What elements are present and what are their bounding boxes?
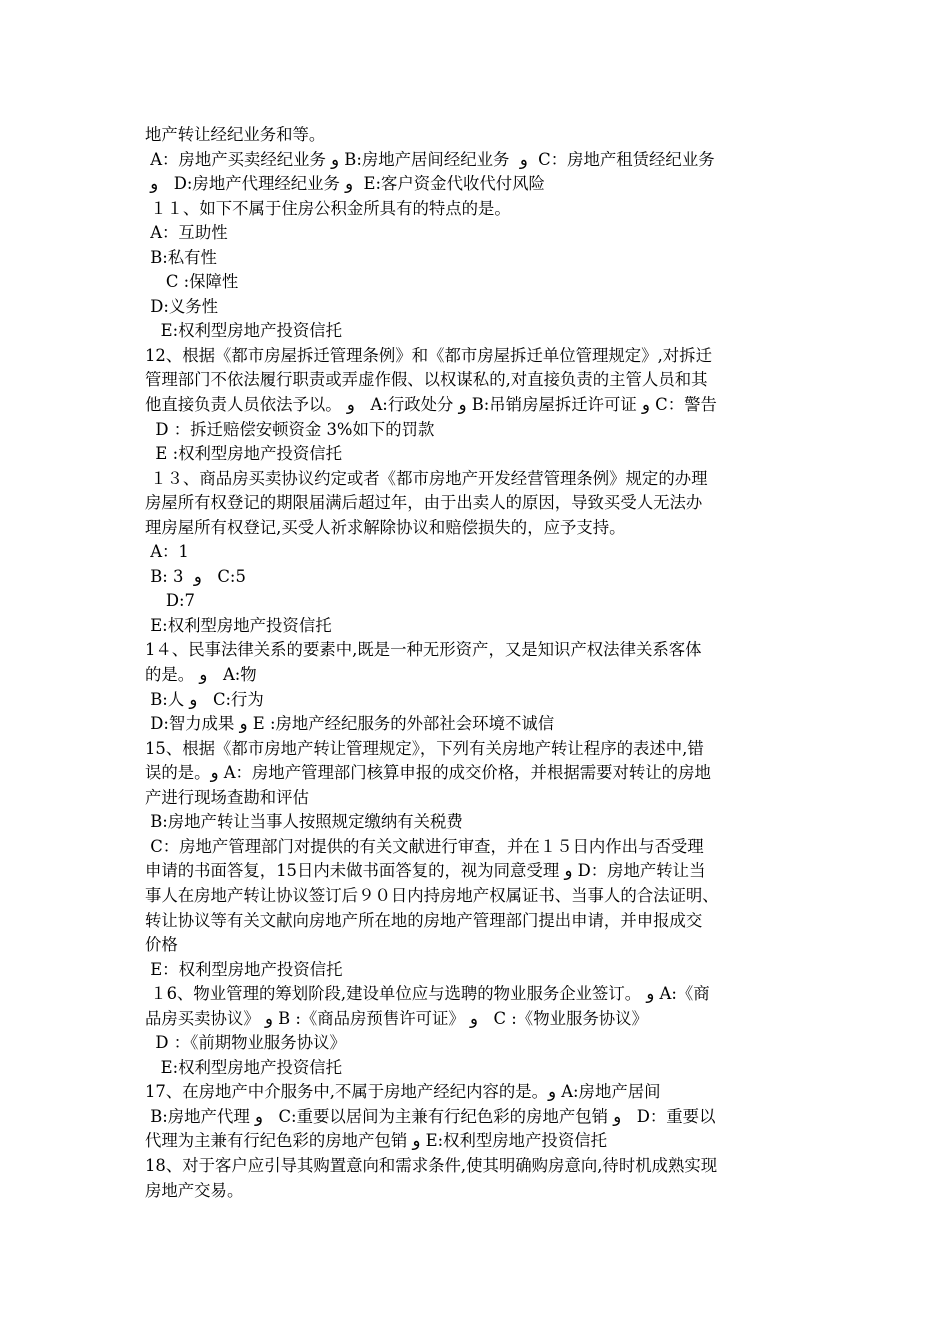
text-line: 品房买卖协议》 و B :《商品房预售许可证》 و C :《物业服务协议》: [145, 1008, 648, 1028]
text-line: 的是。 و A:物: [145, 665, 257, 685]
text-line: B:私有性: [145, 247, 217, 267]
text-line: C：房地产管理部门对提供的有关文献进行审查，并在１５日内作出与否受理: [145, 836, 704, 856]
text-line: 17、在房地产中介服务中,不属于房地产经纪内容的是。و A:房地产居间: [145, 1082, 661, 1102]
text-line: 理房屋所有权登记,买受人祈求解除协议和赔偿损失的，应予支持。: [145, 517, 626, 537]
text-line: B:人 و C:行为: [145, 689, 264, 709]
text-line: D ：《前期物业服务协议》: [145, 1033, 346, 1053]
text-line: 1４、民事法律关系的要素中,既是一种无形资产，又是知识产权法律关系客体: [145, 640, 702, 660]
text-line: B:房地产转让当事人按照规定缴纳有关税费: [145, 812, 463, 832]
text-line: و D:房地产代理经纪业务 و E:客户资金代收代付风险: [145, 174, 545, 194]
text-line: B: 3 و C:5: [145, 566, 246, 586]
text-line: 12、根据《都市房屋拆迁管理条例》和《都市房屋拆迁单位管理规定》,对拆迁: [145, 345, 712, 365]
text-line: 18、对于客户应引导其购置意向和需求条件,使其明确购房意向,待时机成熟实现: [145, 1155, 718, 1175]
text-line: 转让协议等有关文献向房地产所在地的房地产管理部门提出申请，并申报成交: [145, 910, 703, 930]
document-body: [145, 123, 815, 1203]
text-line: １１、如下不属于住房公积金所具有的特点的是。: [145, 198, 511, 218]
text-line: D:7: [145, 591, 195, 611]
text-line: D:义务性: [145, 296, 219, 316]
text-line: 产进行现场查勘和评估: [145, 787, 309, 807]
text-line: A：1: [145, 542, 189, 562]
text-line: 申请的书面答复，15日内未做书面答复的，视为同意受理 و D：房地产转让当: [145, 861, 706, 881]
text-line: D ：拆迁赔偿安顿资金 3%如下的罚款: [145, 419, 435, 439]
text-line: B:房地产代理 و C:重要以居间为主兼有行纪色彩的房地产包销 و D：重要以: [145, 1106, 716, 1126]
text-line: 地产转让经纪业务和等。: [145, 125, 326, 144]
text-line: 他直接负责人员依法予以。 و A:行政处分 و B:吊销房屋拆迁许可证 و C：警告: [145, 395, 717, 415]
text-line: A：房地产买卖经纪业务 و B:房地产居间经纪业务 و C：房地产租赁经纪业务: [145, 149, 715, 169]
text-line: D:智力成果 و E :房地产经纪服务的外部社会环境不诚信: [145, 714, 555, 734]
text-line: １３、商品房买卖协议约定或者《都市房地产开发经营管理条例》规定的办理: [145, 468, 708, 488]
text-line: E:权利型房地产投资信托: [145, 321, 343, 341]
text-line: １6、物业管理的筹划阶段,建设单位应与选聘的物业服务企业签订。 و A:《商: [145, 984, 710, 1004]
text-line: E：权利型房地产投资信托: [145, 959, 343, 979]
text-line: C :保障性: [145, 272, 239, 292]
text-line: A：互助性: [145, 223, 228, 243]
text-line: E:权利型房地产投资信托: [145, 615, 332, 635]
text-line: 15、根据《都市房地产转让管理规定》，下列有关房地产转让程序的表述中,错: [145, 738, 704, 758]
text-line: 管理部门不依法履行职责或弄虚作假、以权谋私的,对直接负责的主管人员和其: [145, 370, 708, 390]
text-line: E:权利型房地产投资信托: [145, 1057, 343, 1077]
text-line: 事人在房地产转让协议签订后９０日内持房地产权属证书、当事人的合法证明、: [145, 885, 719, 905]
text-line: 误的是。و A：房地产管理部门核算申报的成交价格，并根据需要对转让的房地: [145, 763, 711, 783]
text-line: 房屋所有权登记的期限届满后超过年，由于出卖人的原因，导致买受人无法办: [145, 493, 703, 513]
text-line: 代理为主兼有行纪色彩的房地产包销 و E:权利型房地产投资信托: [145, 1131, 607, 1151]
text-line: 价格: [145, 935, 178, 955]
text-line: E :权利型房地产投资信托: [145, 444, 343, 464]
text-line: 房地产交易。: [145, 1180, 244, 1200]
